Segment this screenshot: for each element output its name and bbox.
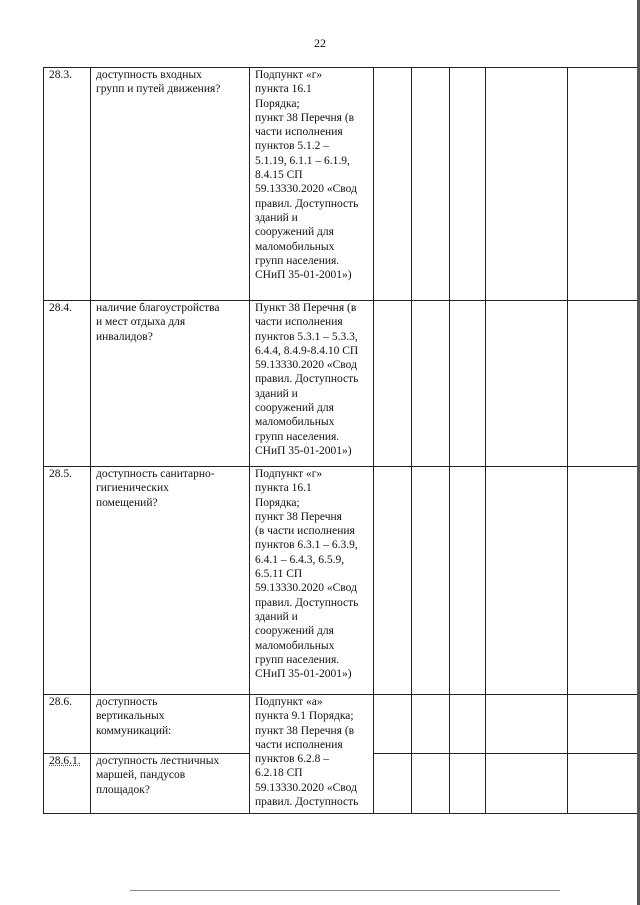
answer-no-cell[interactable] (412, 754, 450, 814)
answer-na-cell[interactable] (450, 754, 486, 814)
checklist-table (43, 67, 638, 814)
note-cell[interactable] (486, 754, 568, 814)
question-text: доступность санитарно- гигиенических помещений? (91, 467, 250, 695)
item-number: 28.6.1. (44, 754, 91, 814)
comment-cell[interactable] (568, 467, 638, 695)
note-cell[interactable] (486, 301, 568, 467)
question-text: доступность вертикальных коммуникаций: (91, 695, 250, 754)
answer-yes-cell[interactable] (374, 754, 412, 814)
table-row (44, 695, 638, 754)
table-row (44, 68, 638, 301)
page-number: 22 (314, 36, 326, 50)
comment-cell[interactable] (568, 68, 638, 301)
question-text: доступность входных групп и путей движения? (91, 68, 250, 301)
table-row (44, 467, 638, 695)
note-cell[interactable] (486, 68, 568, 301)
answer-na-cell[interactable] (450, 68, 486, 301)
question-text: доступность лестничных маршей, пандусов площадок? (91, 754, 250, 814)
legal-basis: Пункт 38 Перечня (в части исполнения пунктов 5.3.1 – 5.3.3, 6.4.4, 8.4.9-8.4.10 СП 59.13330.2020 «Свод правил. Доступность зданий и сооружений для маломобильных групп населения. СНиП 35-01-2001») (250, 301, 374, 467)
answer-no-cell[interactable] (412, 68, 450, 301)
comment-cell[interactable] (568, 695, 638, 754)
answer-yes-cell[interactable] (374, 68, 412, 301)
answer-yes-cell[interactable] (374, 467, 412, 695)
table-row (44, 301, 638, 467)
answer-yes-cell[interactable] (374, 695, 412, 754)
comment-cell[interactable] (568, 754, 638, 814)
answer-na-cell[interactable] (450, 695, 486, 754)
item-number: 28.6. (44, 695, 91, 754)
item-number: 28.5. (44, 467, 91, 695)
answer-no-cell[interactable] (412, 301, 450, 467)
answer-na-cell[interactable] (450, 301, 486, 467)
note-cell[interactable] (486, 695, 568, 754)
comment-cell[interactable] (568, 301, 638, 467)
answer-na-cell[interactable] (450, 467, 486, 695)
answer-no-cell[interactable] (412, 695, 450, 754)
scan-edge-line (130, 890, 560, 891)
legal-basis: Подпункт «г» пункта 16.1 Порядка; пункт 38 Перечня (в части исполнения пунктов 5.1.2 – 5.1.19, 6.1.1 – 6.1.9, 8.4.15 СП 59.13330.2020 «Свод правил. Доступность зданий и сооружений для маломобильных групп населения. СНиП 35-01-2001») (250, 68, 374, 301)
item-number: 28.4. (44, 301, 91, 467)
item-number: 28.3. (44, 68, 91, 301)
legal-basis: Подпункт «а» пункта 9.1 Порядка; пункт 38 Перечня (в части исполнения пунктов 6.2.8 – 6.2.18 СП 59.13330.2020 «Свод правил. Доступность (250, 695, 374, 814)
legal-basis: Подпункт «г» пункта 16.1 Порядка; пункт 38 Перечня (в части исполнения пунктов 6.3.1 – 6.3.9, 6.4.1 – 6.4.3, 6.5.9, 6.5.11 СП 59.13330.2020 «Свод правил. Доступность зданий и сооружений для маломобильных групп населения. СНиП 35-01-2001») (250, 467, 374, 695)
answer-yes-cell[interactable] (374, 301, 412, 467)
note-cell[interactable] (486, 467, 568, 695)
question-text: наличие благоустройства и мест отдыха для инвалидов? (91, 301, 250, 467)
answer-no-cell[interactable] (412, 467, 450, 695)
